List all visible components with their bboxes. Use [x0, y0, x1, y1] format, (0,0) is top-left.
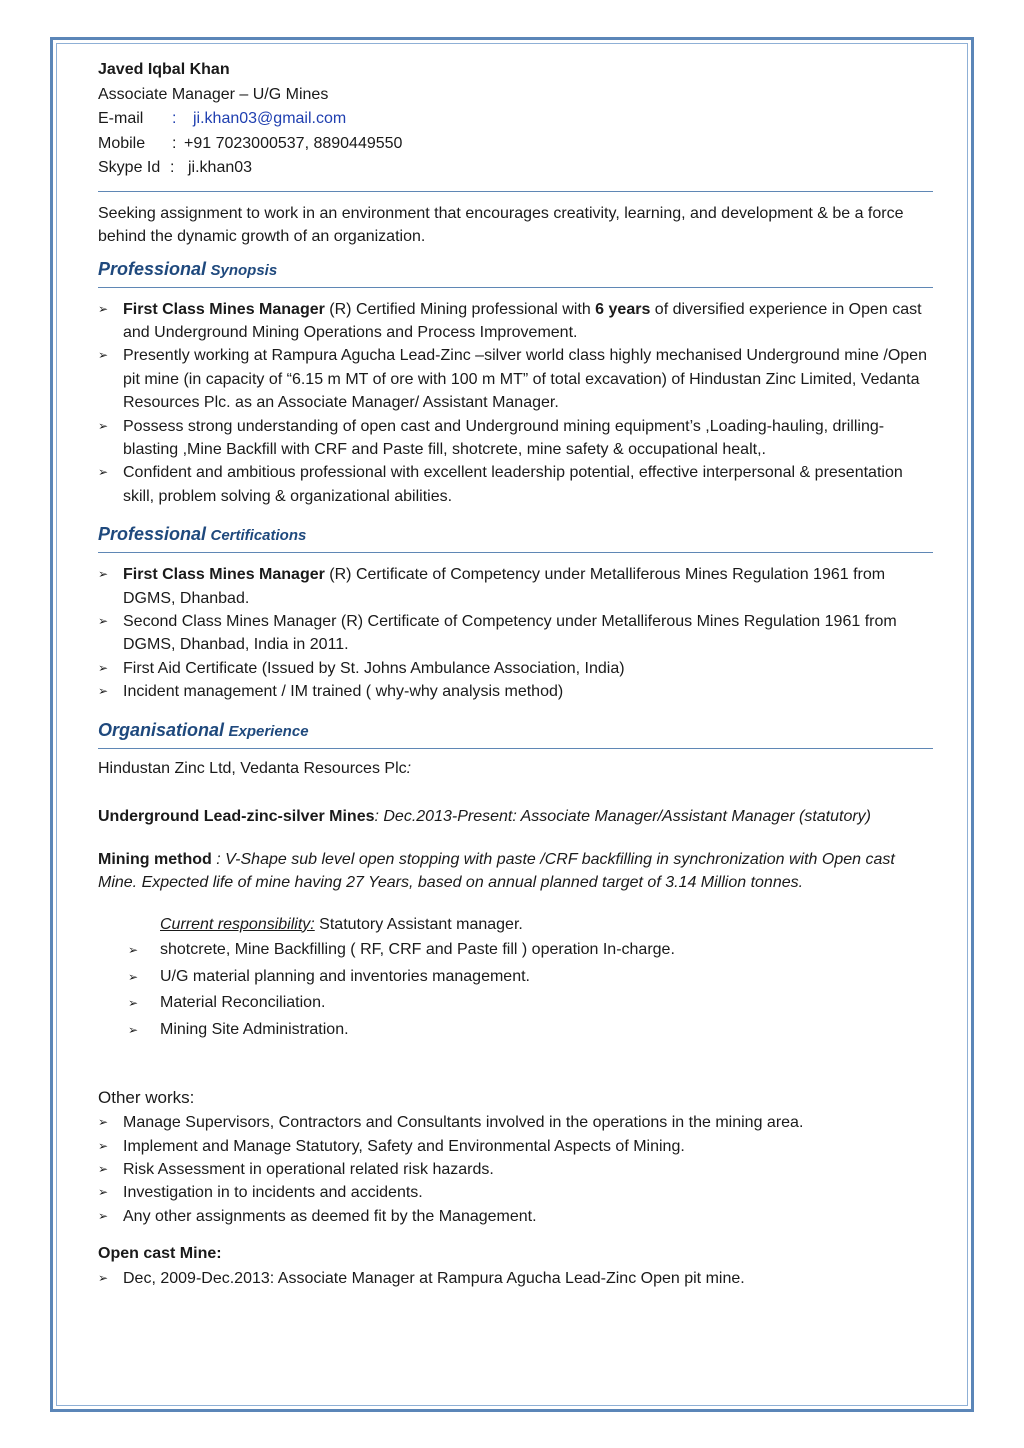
list-item: ➢ First Class Mines Manager (R) Certificate of Competency under Metalliferous Mines Regulation 1961 from DGMS, Dhanbad.	[98, 563, 933, 610]
responsibility-list	[98, 937, 933, 1043]
list-item: ➢ Material Reconciliation.	[128, 990, 933, 1017]
other-works-heading: Other works:	[98, 1088, 195, 1108]
email-label: E-mail	[98, 110, 144, 127]
list-item: ➢ Possess strong understanding of open cast and Underground mining equipment’s ,Loading-hauling, drilling-blasting ,Mine Backfill with CRF and Paste fill, shotcrete, mine safety & occupational healt,.	[98, 415, 933, 462]
arrow-bullet-icon: ➢	[128, 969, 139, 984]
skype-row	[98, 156, 933, 181]
list-item: ➢ shotcrete, Mine Backfilling ( RF, CRF and Paste fill ) operation In-charge.	[128, 937, 933, 964]
section-heading-experience: Organisational Experience	[98, 719, 309, 740]
mobile-label: Mobile	[98, 134, 146, 152]
email-link[interactable]: ji.khan03@gmail.com	[193, 110, 347, 127]
mobile-separator: :	[172, 134, 177, 152]
arrow-bullet-icon: ➢	[128, 1022, 139, 1037]
arrow-bullet-icon: ➢	[128, 943, 139, 958]
list-item: ➢ Risk Assessment in operational related risk hazards.	[98, 1158, 933, 1181]
mobile-number: +91 7023000537, 8890449550	[184, 134, 403, 152]
divider	[98, 191, 933, 192]
arrow-bullet-icon: ➢	[98, 1270, 109, 1285]
divider	[98, 748, 933, 749]
arrow-bullet-icon: ➢	[98, 1138, 109, 1153]
synopsis-list	[98, 298, 933, 509]
candidate-name: Javed Iqbal Khan	[98, 61, 230, 78]
list-item: ➢ Incident management / IM trained ( why-why analysis method)	[98, 680, 933, 703]
email-separator: :	[172, 110, 177, 127]
open-cast-list	[98, 1267, 933, 1290]
arrow-bullet-icon: ➢	[128, 996, 139, 1011]
role-line: Underground Lead-zinc-silver Mines: Dec.2013-Present: Associate Manager/Assistant Manager (statutory)	[98, 808, 872, 826]
company-name: Hindustan Zinc Ltd, Vedanta Resources Plc:	[98, 759, 412, 777]
list-item: ➢ Manage Supervisors, Contractors and Consultants involved in the operations in the mining area.	[98, 1111, 933, 1134]
arrow-bullet-icon: ➢	[98, 613, 109, 628]
arrow-bullet-icon: ➢	[98, 1161, 109, 1176]
open-cast-heading: Open cast Mine:	[98, 1245, 222, 1263]
section-heading-synopsis: Professional Synopsis	[98, 258, 278, 279]
divider	[98, 287, 933, 288]
arrow-bullet-icon: ➢	[98, 301, 109, 316]
arrow-bullet-icon: ➢	[98, 1115, 109, 1130]
list-item: ➢ Dec, 2009-Dec.2013: Associate Manager at Rampura Agucha Lead-Zinc Open pit mine.	[98, 1267, 933, 1290]
list-item: ➢ Implement and Manage Statutory, Safety and Environmental Aspects of Mining.	[98, 1135, 933, 1158]
list-item: ➢ U/G material planning and inventories management.	[128, 964, 933, 991]
email-row	[98, 107, 933, 132]
other-works-list	[98, 1111, 933, 1228]
skype-label: Skype Id	[98, 159, 161, 176]
list-item: ➢ Second Class Mines Manager (R) Certificate of Competency under Metalliferous Mines Regulation 1961 from DGMS, Dhanbad, India in 2011.	[98, 610, 933, 657]
list-item: ➢ First Aid Certificate (Issued by St. Johns Ambulance Association, India)	[98, 657, 933, 680]
mobile-row	[98, 132, 933, 157]
skype-id: ji.khan03	[188, 159, 253, 176]
contact-block	[98, 58, 933, 181]
list-item: ➢ First Class Mines Manager (R) Certified Mining professional with 6 years of diversified experience in Open cast and Underground Mining Operations and Process Improvement.	[98, 298, 933, 345]
arrow-bullet-icon: ➢	[98, 567, 109, 582]
current-responsibility: Current responsibility: Statutory Assistant manager.	[160, 915, 523, 933]
candidate-title: Associate Manager – U/G Mines	[98, 85, 329, 103]
arrow-bullet-icon: ➢	[98, 660, 109, 675]
arrow-bullet-icon: ➢	[98, 1185, 109, 1200]
arrow-bullet-icon: ➢	[98, 684, 109, 699]
arrow-bullet-icon: ➢	[98, 1208, 109, 1223]
skype-separator: :	[170, 159, 175, 176]
certifications-list	[98, 563, 933, 703]
section-heading-certifications: Professional Certifications	[98, 524, 307, 545]
list-item: ➢ Investigation in to incidents and accidents.	[98, 1181, 933, 1204]
arrow-bullet-icon: ➢	[98, 418, 109, 433]
objective-text: Seeking assignment to work in an environment that encourages creativity, learning, and development & be a force behind the dynamic growth of an organization.	[98, 204, 904, 245]
list-item: ➢ Confident and ambitious professional with excellent leadership potential, effective interpersonal & presentation skill, problem solving & organizational abilities.	[98, 461, 933, 508]
resume-page	[98, 58, 933, 1290]
arrow-bullet-icon: ➢	[98, 348, 109, 363]
arrow-bullet-icon: ➢	[98, 465, 109, 480]
list-item: ➢ Mining Site Administration.	[128, 1017, 933, 1044]
list-item: ➢ Presently working at Rampura Agucha Lead-Zinc –silver world class highly mechanised Underground mine /Open pit mine (in capacity of “6.15 m MT of ore with 100 m MT” of total excavation) of Hindustan Zinc Limited, Vedanta Resources Plc. as an Associate Manager/ Assistant Manager.	[98, 344, 933, 414]
divider	[98, 552, 933, 553]
mining-method: Mining method : V-Shape sub level open stopping with paste /CRF backfilling in synchronization with Open cast Mine. Expected life of mine having 27 Years, based on annual planned target of 3.14 Million tonnes.	[98, 850, 895, 892]
list-item: ➢ Any other assignments as deemed fit by the Management.	[98, 1205, 933, 1228]
